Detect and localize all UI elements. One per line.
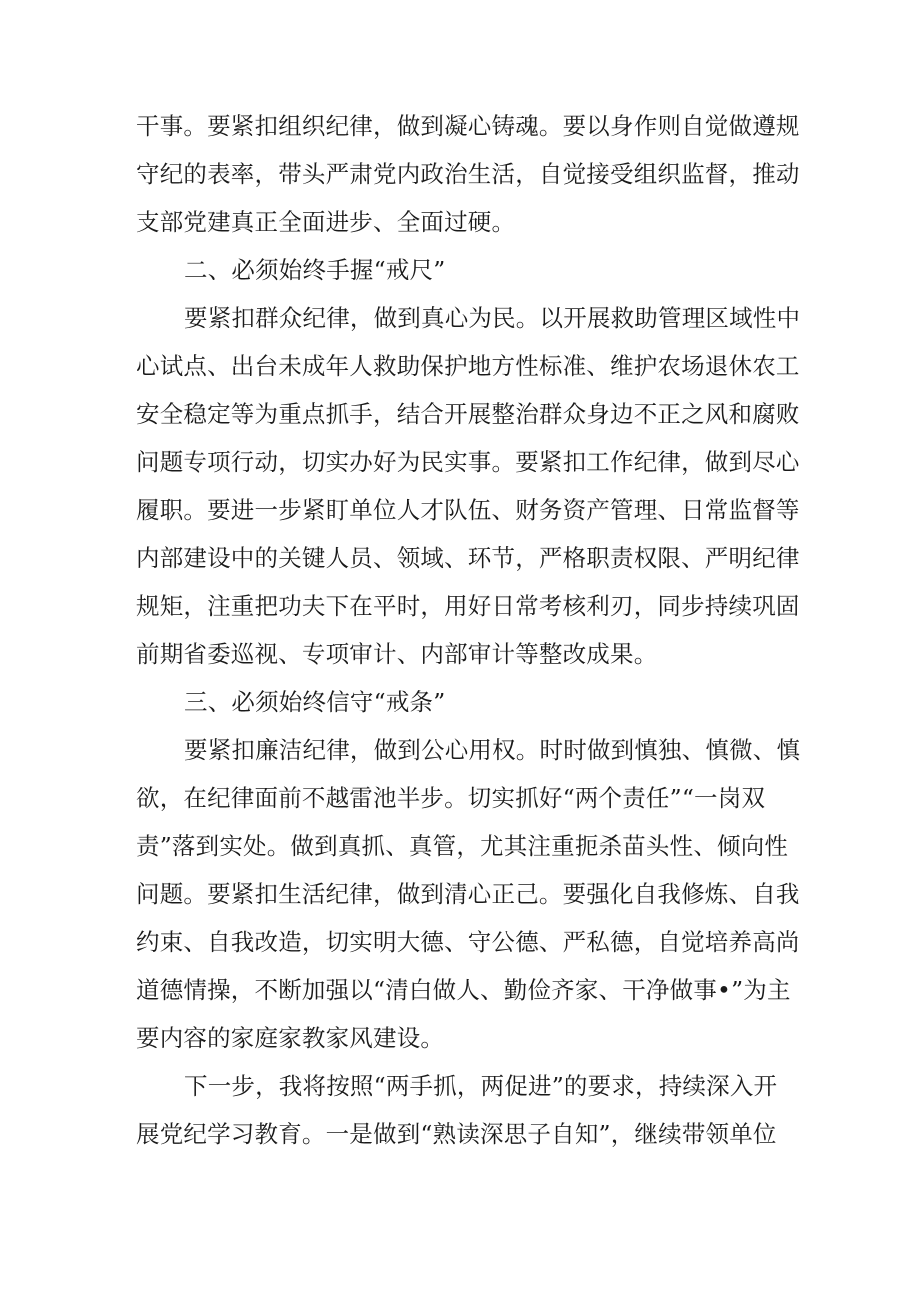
paragraph-line: 要紧扣群众纪律，做到真心为民。以开展救助管理区域性中 (184, 304, 801, 332)
paragraph-line: 道德情操，不断加强以“清白做人、勤俭齐家、干净做事•”为主 (136, 976, 791, 1004)
paragraph-line: 要紧扣廉洁纪律，做到公心用权。时时做到慎独、慎微、慎 (184, 736, 801, 764)
paragraph-line: 要内容的家庭家教家风建设。 (136, 1024, 445, 1052)
paragraph-line: 问题专项行动，切实办好为民实事。要紧扣工作纪律，做到尽心 (136, 448, 800, 476)
paragraph-line: 支部党建真正全面进步、全面过硬。 (136, 208, 516, 236)
paragraph-line: 履职。要进一步紧盯单位人才队伍、财务资产管理、日常监督等 (136, 496, 800, 524)
paragraph-line: 问题。要紧扣生活纪律，做到清心正己。要强化自我修炼、自我 (136, 880, 800, 908)
paragraph-line: 欲，在纪律面前不越雷池半步。切实抓好“两个责任”“一岗双 (136, 784, 766, 812)
paragraph-line: 安全稳定等为重点抓手，结合开展整治群众身边不正之风和腐败 (136, 400, 800, 428)
paragraph-line: 责”落到实处。做到真抓、真管，尤其注重扼杀苗头性、倾向性 (136, 832, 789, 860)
section-heading-2: 二、必须始终手握“戒尺” (184, 256, 446, 284)
paragraph-line: 规矩，注重把功夫下在平时，用好日常考核利刃，同步持续巩固 (136, 592, 800, 620)
paragraph-line: 干事。要紧扣组织纪律，做到凝心铸魂。要以身作则自觉做遵规 (136, 112, 800, 140)
paragraph-line: 守纪的表率，带头严肃党内政治生活，自觉接受组织监督，推动 (136, 160, 800, 188)
paragraph-line: 下一步，我将按照“两手抓，两促进”的要求，持续深入开 (184, 1072, 778, 1100)
paragraph-line: 约束、自我改造，切实明大德、守公德、严私德，自觉培养高尚 (136, 928, 800, 956)
paragraph-line: 内部建设中的关键人员、领域、环节，严格职责权限、严明纪律 (136, 544, 800, 572)
section-heading-3: 三、必须始终信守“戒条” (184, 688, 446, 716)
paragraph-line: 展党纪学习教育。一是做到“熟读深思子自知”，继续带领单位 (136, 1120, 777, 1148)
paragraph-line: 心试点、出台未成年人救助保护地方性标准、维护农场退休农工 (136, 352, 800, 380)
paragraph-line: 前期省委巡视、专项审计、内部审计等整改成果。 (136, 640, 658, 668)
